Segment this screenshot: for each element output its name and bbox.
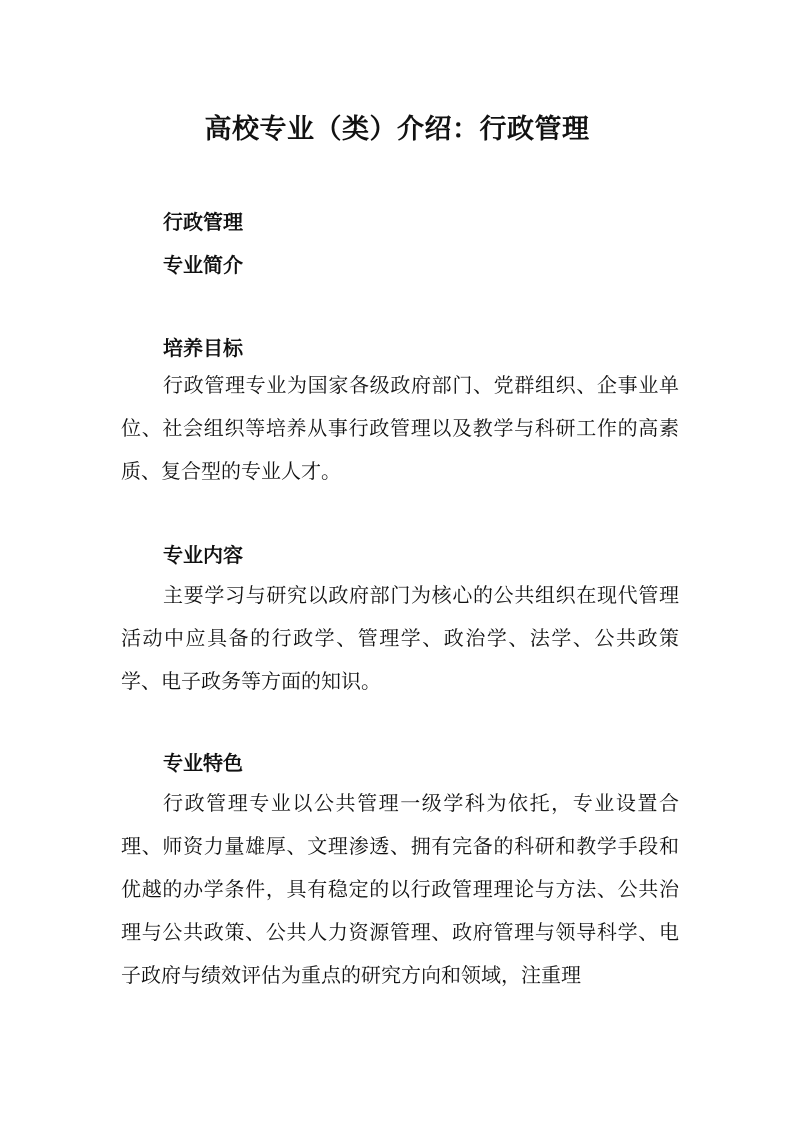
- intro-heading: 专业简介: [163, 253, 243, 277]
- section-heading-goals: 培养目标: [163, 336, 243, 360]
- section-body-features: 行政管理专业以公共管理一级学科为依托，专业设置合理、师资力量雄厚、文理渗透、拥有完备的科研和教学手段和优越的办学条件，具有稳定的以行政管理理论与方法、公共治理与公共政策、公共人力资源管理、政府管理与领导科学、电子政府与绩效评估为重点的研究方向和领域，注重理: [121, 791, 679, 987]
- major-name-heading: 行政管理: [163, 210, 243, 234]
- section-body-content: 主要学习与研究以政府部门为核心的公共组织在现代管理活动中应具备的行政学、管理学、政治学、法学、公共政策学、电子政务等方面的知识。: [121, 583, 679, 693]
- page-title: 高校专业（类）介绍：行政管理: [204, 114, 590, 145]
- section-heading-features: 专业特色: [163, 751, 243, 775]
- section-body-goals: 行政管理专业为国家各级政府部门、党群组织、企事业单位、社会组织等培养从事行政管理以及教学与科研工作的高素质、复合型的专业人才。: [121, 373, 679, 483]
- section-heading-content: 专业内容: [163, 543, 243, 567]
